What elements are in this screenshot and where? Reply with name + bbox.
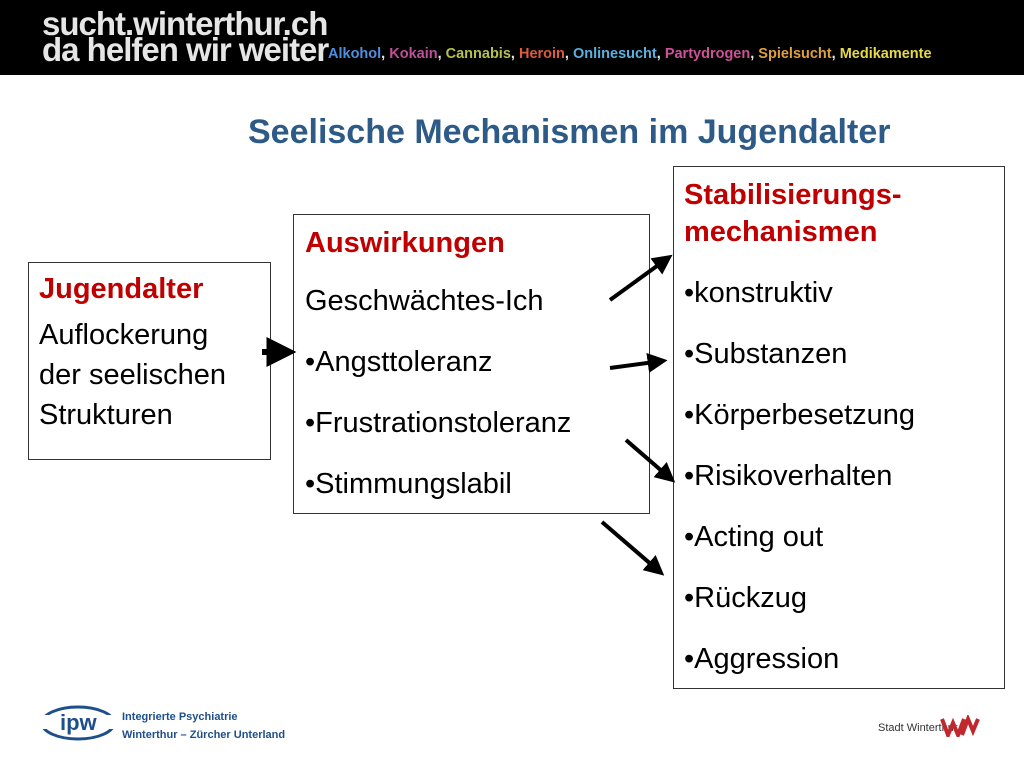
box-stabilisierung-heading-1: Stabilisierungs- [684,179,902,211]
topic-label: Heroin [518,46,565,62]
list-item: •Acting out [684,521,824,553]
topic-label: Spielsucht [758,46,832,62]
list-item: •Substanzen [684,338,848,370]
city-emblem-icon [940,715,980,737]
arrow-to-konstruktiv [610,258,668,300]
topic-separator: , [750,46,759,62]
topic-separator: , [564,46,573,62]
topic-separator: , [510,46,519,62]
topic-separator: , [656,46,665,62]
list-item: •Rückzug [684,582,807,614]
list-item: •Körperbesetzung [684,399,916,431]
topic-separator: , [831,46,840,62]
topic-label: Cannabis [445,46,511,62]
topic-label: Kokain [389,46,438,62]
list-item: •Aggression [684,643,840,675]
body-line: der seelischen [39,359,226,391]
ipw-logo-text: ipw [60,710,97,735]
topic-label: Alkohol [328,46,382,62]
list-item: •Risikoverhalten [684,460,893,492]
slide-title: Seelische Mechanismen im Jugendalter [248,113,891,151]
city-label: Stadt Winterthur [878,722,958,734]
body-line: Auflockerung [39,319,209,351]
ipw-name-line-2: Winterthur – Zürcher Unterland [122,729,286,741]
list-item: •Stimmungslabil [305,468,512,500]
arrow-to-acting-out [602,522,660,572]
list-item: •Angsttoleranz [305,346,493,378]
box-jugendalter-heading: Jugendalter [39,273,204,305]
brand-slogan: da helfen wir weiter [42,31,329,68]
brand-line-1: sucht.winterthur.ch [42,5,328,42]
topic-label: Partydrogen [664,46,751,62]
body-line: Strukturen [39,399,173,431]
list-item: •konstruktiv [684,277,833,309]
arrow-to-risikoverhalten [626,440,671,479]
topic-separator: , [437,46,446,62]
arrow-to-substanzen [610,361,662,368]
topic-label: Medikamente [839,46,932,62]
topic-separator: , [381,46,390,62]
ipw-name-line-1: Integrierte Psychiatrie [122,711,238,723]
box-auswirkungen-heading: Auswirkungen [305,227,505,259]
list-item: •Frustrationstoleranz [305,407,572,439]
box-stabilisierung-heading-2: mechanismen [684,216,878,248]
ipw-logo [40,703,120,743]
list-item: Geschwächtes-Ich [305,285,544,317]
topic-label: Onlinesucht [572,46,657,62]
